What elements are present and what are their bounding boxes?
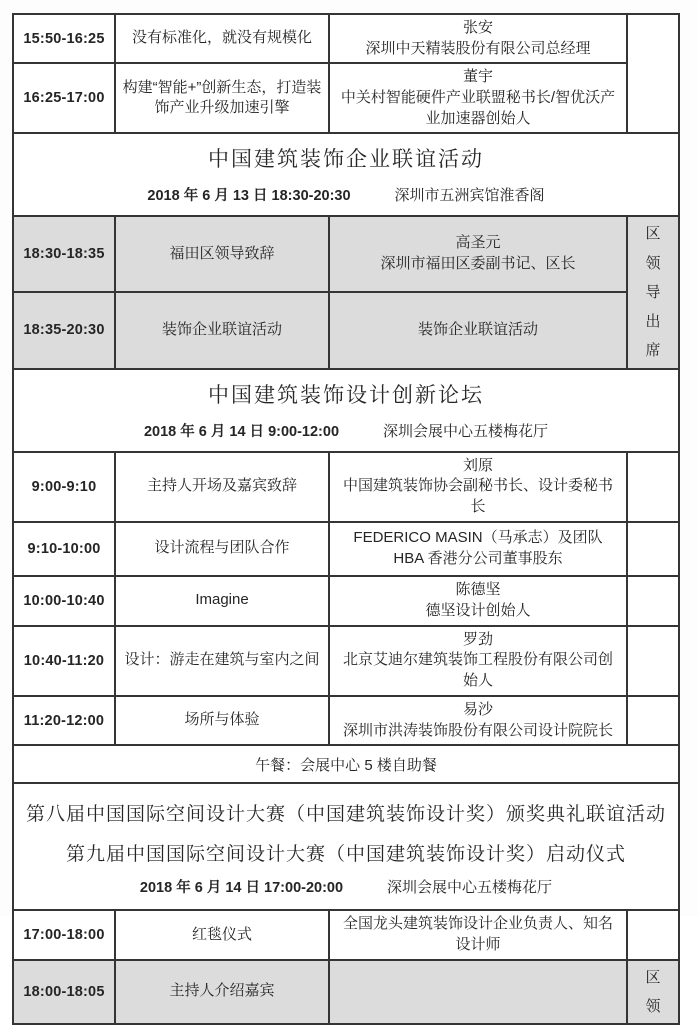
- section-header-networking: [14, 134, 678, 215]
- speaker-cell: [330, 961, 626, 1024]
- speaker-name: 易沙: [462, 700, 493, 718]
- time-cell: 15:50-16:25: [14, 15, 114, 62]
- section-subtitle: [144, 420, 548, 441]
- speaker-title: 北京艾迪尔建筑装饰工程股份有限公司创始人: [342, 651, 613, 690]
- section-title: 中国建筑装饰设计创新论坛: [208, 383, 484, 407]
- section-datetime: 2018 年 6 月 14 日 9:00-12:00: [143, 423, 340, 440]
- lunch-label: 午餐：会展中心 5 楼自助餐: [255, 756, 437, 774]
- speaker-name: 装饰企业联谊活动: [417, 320, 538, 338]
- note-vertical-text: 区领导出席: [645, 225, 661, 360]
- note-cell: [628, 577, 678, 625]
- speaker-cell: [330, 911, 626, 958]
- section-subtitle: [147, 184, 544, 205]
- note-cell: [628, 453, 678, 521]
- time-cell: 18:30-18:35: [14, 217, 114, 290]
- speaker-name: 刘原: [462, 456, 493, 474]
- speaker-name: 董宇: [462, 68, 493, 86]
- speaker-cell: [330, 293, 626, 368]
- topic-cell: 没有标准化，就没有规模化: [116, 15, 328, 62]
- topic-cell: Imagine: [116, 577, 328, 625]
- topic-cell: 装饰企业联谊活动: [116, 293, 328, 368]
- topic-cell: 福田区领导致辞: [116, 217, 328, 290]
- speaker-name: 罗劲: [462, 630, 493, 648]
- speaker-name: 陈德坚: [455, 581, 501, 599]
- time-cell: 16:25-17:00: [14, 64, 114, 132]
- time-cell: 11:20-12:00: [14, 697, 114, 744]
- speaker-title: 中关村智能硬件产业联盟秘书长/智优沃产业加速器创始人: [340, 89, 616, 127]
- time-cell: 10:00-10:40: [14, 577, 114, 625]
- topic-cell: 场所与体验: [116, 697, 328, 744]
- section-header-awards: [14, 784, 678, 909]
- note-cell-district-leaders: [628, 961, 678, 1024]
- speaker-name: FEDERICO MASIN（马承志）及团队: [353, 529, 603, 547]
- speaker-group: 全国龙头建筑装饰设计企业负责人、知名设计师: [342, 915, 613, 953]
- section-networking: [14, 217, 678, 367]
- topic-cell: 构建“智能+”创新生态，打造装饰产业升级加速引擎: [116, 64, 328, 132]
- speaker-cell: [330, 217, 626, 290]
- awards-title-line1: 第八届中国国际空间设计大赛（中国建筑装饰设计奖）颁奖典礼联谊活动: [25, 804, 666, 826]
- speaker-title: HBA 香港分公司董事股东: [393, 549, 563, 567]
- time-cell: 18:00-18:05: [14, 961, 114, 1024]
- section-datetime: 2018 年 6 月 14 日 17:00-20:00: [139, 880, 344, 897]
- speaker-cell: [330, 15, 626, 62]
- speaker-cell: [330, 577, 626, 625]
- time-cell: 10:40-11:20: [14, 627, 114, 695]
- section-header-design-forum: [14, 370, 678, 451]
- speaker-title: 深圳市福田区委副书记、区长: [380, 255, 576, 272]
- speaker-cell: [330, 627, 626, 695]
- section-title: 中国建筑装饰企业联谊活动: [208, 148, 484, 172]
- topic-cell: 红毯仪式: [116, 911, 328, 958]
- section-awards: [14, 911, 678, 1023]
- speaker-cell: [330, 453, 626, 521]
- schedule-table: [12, 13, 680, 1025]
- note-cell: [628, 627, 678, 695]
- section-venue: 深圳市五洲宾馆淮香阁: [394, 187, 545, 205]
- speaker-title: 德坚设计创始人: [425, 601, 531, 619]
- time-cell: 17:00-18:00: [14, 911, 114, 958]
- topic-cell: 设计流程与团队合作: [116, 523, 328, 575]
- speaker-title: 深圳中天精装股份有限公司总经理: [365, 39, 591, 57]
- lunch-row: [14, 746, 678, 782]
- speaker-cell: [330, 64, 626, 132]
- note-vertical-text: 区领: [645, 968, 661, 1015]
- time-cell: 9:10-10:00: [14, 523, 114, 575]
- awards-title-line2: 第九届中国国际空间设计大赛（中国建筑装饰设计奖）启动仪式: [65, 844, 626, 866]
- section-subtitle: [140, 876, 552, 897]
- time-cell: 18:35-20:30: [14, 293, 114, 368]
- speaker-cell: [330, 697, 626, 744]
- speaker-title: 中国建筑装饰协会副秘书长、设计委秘书长: [342, 477, 613, 516]
- section-design-forum: [14, 453, 678, 745]
- section-venue: 深圳会展中心五楼梅花厅: [383, 422, 549, 440]
- speaker-name: 张安: [462, 19, 493, 36]
- speaker-cell: [330, 523, 626, 575]
- note-cell: [628, 523, 678, 575]
- speaker-name: 高圣元: [455, 234, 501, 252]
- note-cell: [628, 15, 678, 132]
- section-day1-afternoon: [14, 15, 678, 132]
- note-cell-district-leaders: [628, 217, 678, 367]
- note-cell: [628, 697, 678, 744]
- topic-cell: 设计：游走在建筑与室内之间: [116, 627, 328, 695]
- section-venue: 深圳会展中心五楼梅花厅: [387, 879, 553, 897]
- topic-cell: 主持人开场及嘉宾致辞: [116, 453, 328, 521]
- note-cell: [628, 911, 678, 958]
- topic-cell: 主持人介绍嘉宾: [116, 961, 328, 1024]
- section-datetime: 2018 年 6 月 13 日 18:30-20:30: [147, 188, 351, 205]
- speaker-title: 深圳市洪涛装饰股份有限公司设计院院长: [342, 721, 613, 739]
- time-cell: 9:00-9:10: [14, 453, 114, 521]
